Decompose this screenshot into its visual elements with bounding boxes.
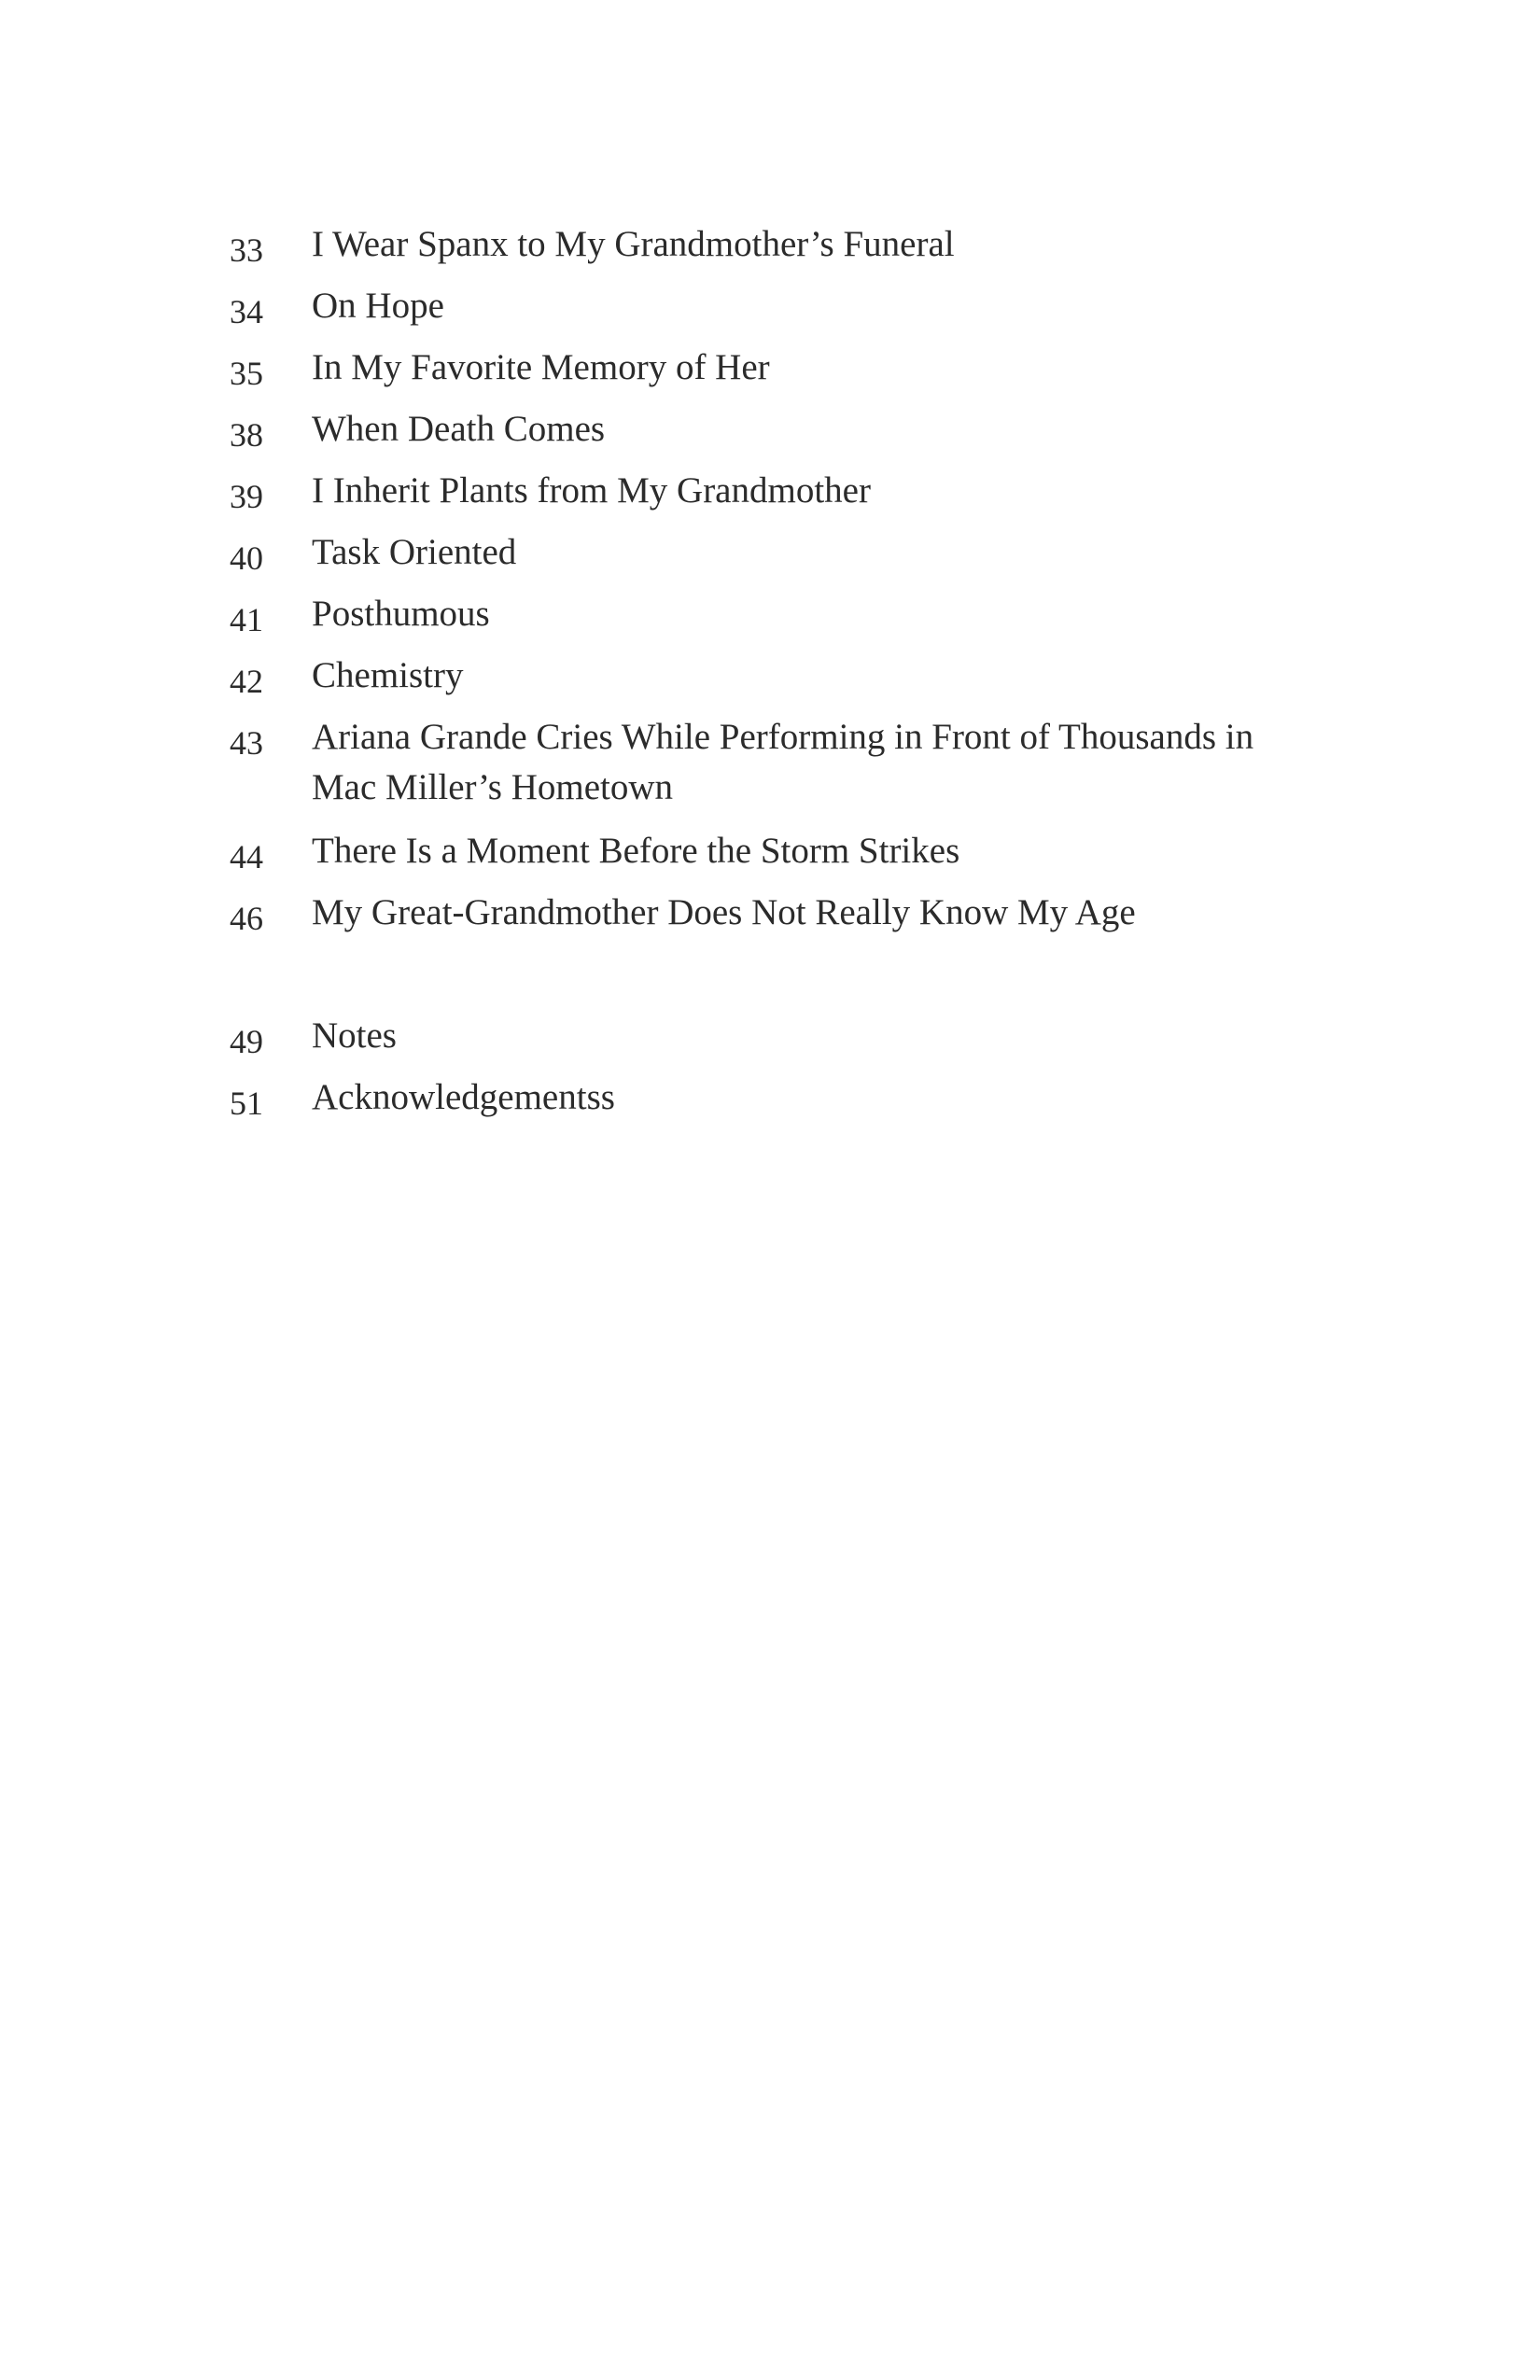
toc-entry xyxy=(230,712,1303,813)
toc-entry xyxy=(230,589,1303,645)
toc-page-number: 34 xyxy=(230,293,263,330)
toc-entry-title: Task Oriented xyxy=(312,532,517,572)
toc-entry xyxy=(230,343,1303,399)
toc-entry-title: There Is a Moment Before the Storm Strikes xyxy=(312,831,960,871)
toc-entry-title: Notes xyxy=(312,1015,397,1056)
toc-entry-title: Posthumous xyxy=(312,594,490,634)
toc-entry-title: Acknowledgementss xyxy=(312,1077,615,1117)
toc-page-number: 51 xyxy=(230,1085,263,1122)
toc-page-number: 43 xyxy=(230,724,263,762)
toc-page-number: 39 xyxy=(230,478,263,515)
toc-entry xyxy=(230,404,1303,460)
toc-page-number: 41 xyxy=(230,601,263,638)
toc-entry-title: When Death Comes xyxy=(312,409,606,449)
toc-page-number: 40 xyxy=(230,539,263,577)
toc-page-number: 38 xyxy=(230,416,263,454)
toc-entry-title: My Great-Grandmother Does Not Really Know My Age xyxy=(312,892,1136,932)
toc-entry-title: Ariana Grande Cries While Performing in Front of Thousands in Mac Miller’s Hometown xyxy=(312,717,1254,807)
toc-page-number: 42 xyxy=(230,663,263,700)
toc-entry xyxy=(230,527,1303,583)
toc-entry xyxy=(230,466,1303,522)
toc-entry xyxy=(230,1011,1303,1067)
toc-entry xyxy=(230,281,1303,337)
toc-page-number: 49 xyxy=(230,1023,263,1060)
toc-entry xyxy=(230,219,1303,275)
toc-entry-title: In My Favorite Memory of Her xyxy=(312,347,770,387)
toc-entry xyxy=(230,826,1303,882)
toc-entry-title: I Inherit Plants from My Grandmother xyxy=(312,470,871,511)
toc-entry xyxy=(230,651,1303,707)
toc-entry-title: I Wear Spanx to My Grandmother’s Funeral xyxy=(312,224,955,264)
toc-page-number: 33 xyxy=(230,231,263,269)
toc-page-number: 44 xyxy=(230,838,263,875)
toc-entry-title: Chemistry xyxy=(312,655,464,695)
toc-entry xyxy=(230,888,1303,944)
toc-page-number: 46 xyxy=(230,900,263,937)
toc-page-number: 35 xyxy=(230,355,263,392)
toc-entry-title: On Hope xyxy=(312,286,444,326)
toc-entry xyxy=(230,1072,1303,1128)
